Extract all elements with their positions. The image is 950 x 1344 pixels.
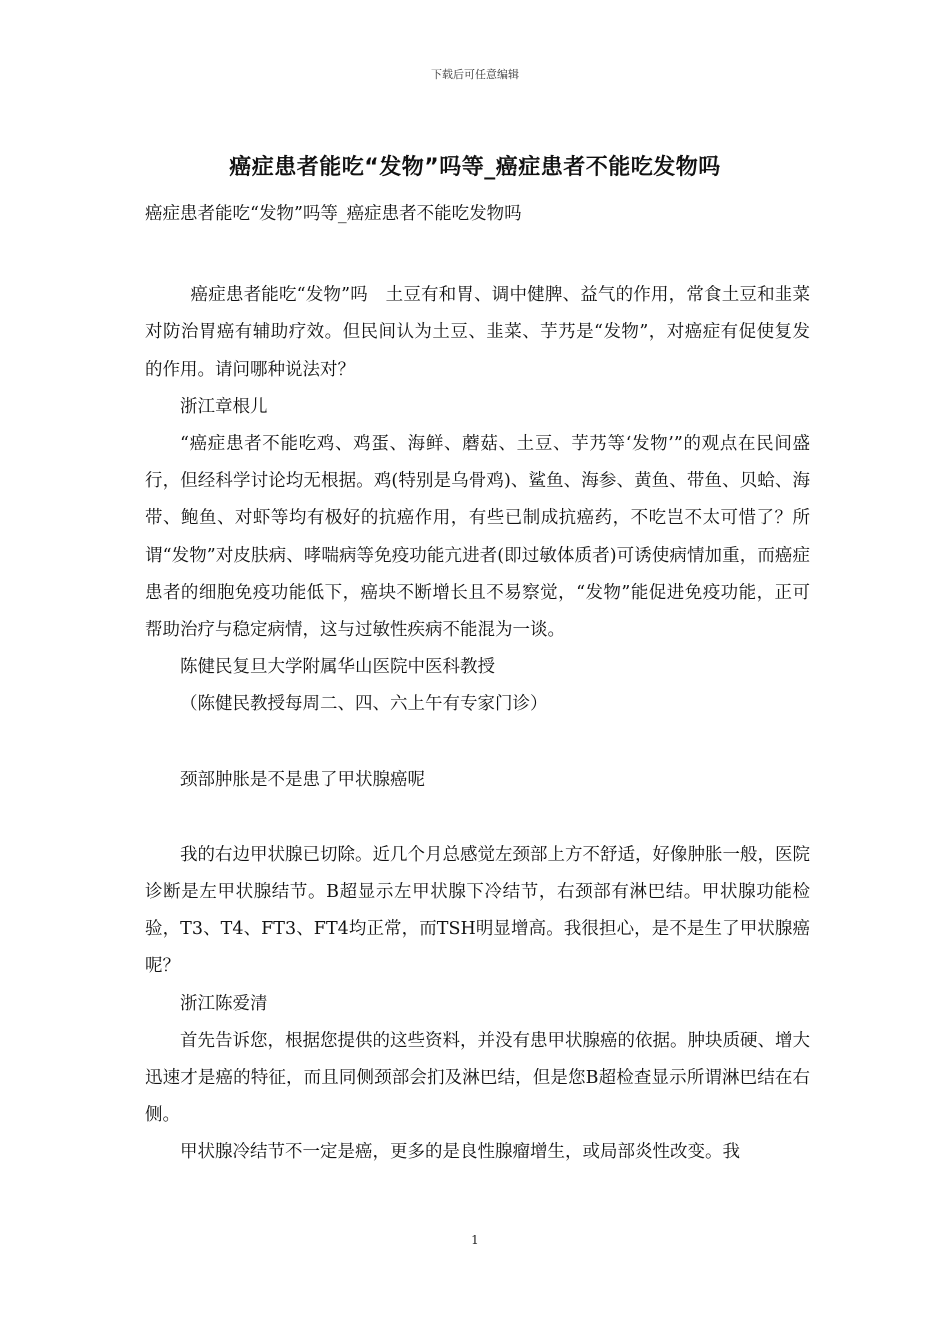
question-paragraph: 癌症患者能吃“发物”吗 土豆有和胃、调中健脾、益气的作用，常食土豆和韭菜对防治胃癌有辅助疗效。但民间认为土豆、韭菜、芋艿是“发物”，对癌症有促使复发的作用。请问哪种说法对？ (145, 285, 810, 380)
section-heading: 颈部肿胀是不是患了甲状腺癌呢 (180, 769, 425, 790)
document-title: 癌症患者能吃“发物”吗等_癌症患者不能吃发物吗 (229, 155, 721, 180)
header-note: 下载后可任意编辑 (431, 68, 519, 81)
spacer (145, 724, 810, 762)
asker-name: 浙江章根儿 (180, 396, 268, 417)
spacer (145, 233, 810, 277)
clinic-note: （陈健民教授每周二、四、六上午有专家门诊） (180, 694, 548, 715)
answer-paragraph: “癌症患者不能吃鸡、鸡蛋、海鲜、蘑菇、土豆、芋艿等‘发物’”的观点在民间盛行，但经科学讨论均无根据。鸡(特别是乌骨鸡)、鲨鱼、海参、黄鱼、带鱼、贝蛤、海带、鲍鱼、对虾等均有极好的抗癌作用，有些已制成抗癌药，不吃岂不太可惜了？所谓“发物”对皮肤病、哮喘病等免疫功能亢进者(即过敏体质者)可诱使病情加重，而癌症患者的细胞免疫功能低下，癌块不断增长且不易察觉，“发物”能促进免疫功能，正可帮助治疗与稳定病情，这与过敏性疾病不能混为一谈。 (145, 434, 810, 641)
asker-name: 浙江陈爱清 (180, 993, 268, 1014)
question-paragraph: 我的右边甲状腺已切除。近几个月总感觉左颈部上方不舒适，好像肿胀一般，医院诊断是左甲状腺结节。B超显示左甲状腺下冷结节，右颈部有淋巴结。甲状腺功能检验，T3、T4、FT3、FT4均正常，而TSH明显增高。我很担心，是不是生了甲状腺癌呢？ (145, 844, 810, 977)
document-body (145, 196, 810, 1172)
answer-paragraph: 甲状腺冷结节不一定是癌，更多的是良性腺瘤增生，或局部炎性改变。我 (180, 1142, 740, 1163)
spacer (145, 799, 810, 837)
subtitle-paragraph: 癌症患者能吃“发物”吗等_癌症患者不能吃发物吗 (145, 204, 522, 224)
page-number: 1 (471, 1233, 479, 1247)
expert-credit: 陈健民复旦大学附属华山医院中医科教授 (180, 657, 495, 678)
answer-paragraph: 首先告诉您，根据您提供的这些资料，并没有患甲状腺癌的依据。肿块质硬、增大迅速才是癌的特征，而且同侧颈部会扪及淋巴结，但是您B超检查显示所谓淋巴结在右侧。 (145, 1030, 810, 1126)
